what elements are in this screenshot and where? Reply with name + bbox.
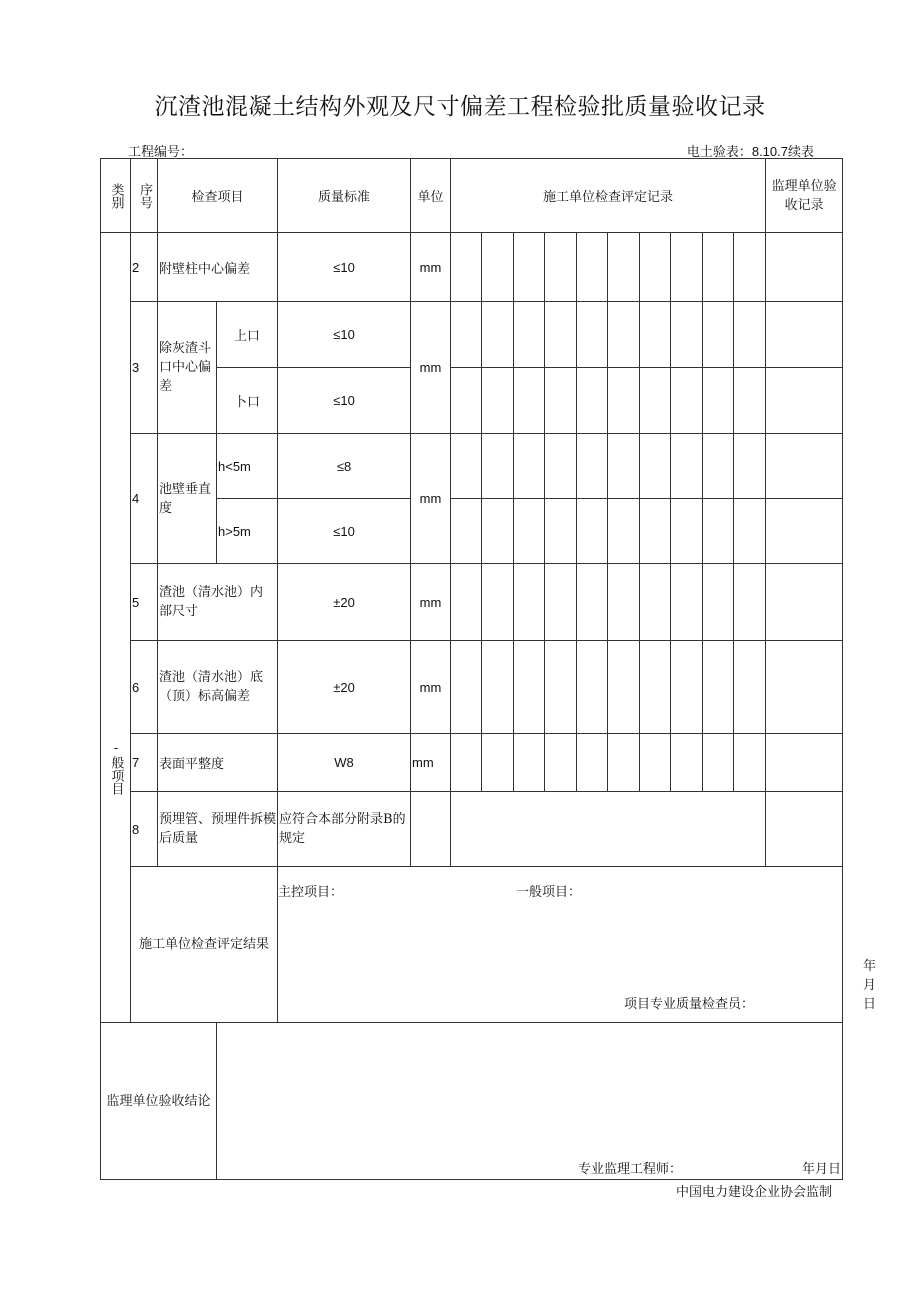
record-cell[interactable] — [734, 734, 766, 792]
record-cell[interactable] — [734, 233, 766, 302]
row-unit: mm — [411, 564, 451, 641]
header-item: 检查项目 — [158, 159, 278, 233]
record-cell[interactable] — [577, 641, 608, 734]
record-cell[interactable] — [608, 434, 640, 499]
supervising-engineer-label: 专业监理工程师： — [578, 1162, 683, 1177]
record-cell[interactable] — [671, 734, 703, 792]
record-cell[interactable] — [514, 734, 545, 792]
quality-inspector-label: 项目专业质量检查员： — [624, 997, 755, 1012]
header-supervision-record: 监理单位验收记录 — [766, 159, 843, 233]
record-cell[interactable] — [482, 734, 514, 792]
record-cell[interactable] — [608, 641, 640, 734]
record-cell[interactable] — [514, 302, 545, 368]
row-sub-item: 卜口 — [217, 368, 278, 434]
row-standard: ±20 — [278, 641, 411, 734]
main-items-label: 主控项目： — [278, 885, 344, 900]
table-row — [101, 641, 843, 734]
record-cell[interactable] — [608, 302, 640, 368]
record-cell[interactable] — [703, 641, 734, 734]
record-cell[interactable] — [703, 499, 734, 564]
form-number: 电土验表：8.10.7续表 — [686, 144, 814, 159]
record-cell[interactable] — [451, 434, 482, 499]
header-category: 类别 — [108, 182, 124, 209]
record-cell[interactable] — [514, 499, 545, 564]
supervision-result-row — [101, 1023, 843, 1180]
header-row — [101, 159, 843, 233]
header-unit: 单位 — [411, 159, 451, 233]
record-cell[interactable] — [482, 434, 514, 499]
record-cell[interactable] — [640, 641, 671, 734]
record-cell[interactable] — [608, 368, 640, 434]
category-label: -般项目 — [108, 740, 124, 795]
record-cell[interactable] — [514, 434, 545, 499]
record-cell[interactable] — [451, 233, 482, 302]
row-seq: 7 — [131, 734, 158, 792]
record-cell[interactable] — [608, 233, 640, 302]
row-seq: 6 — [131, 641, 158, 734]
record-cell[interactable] — [577, 434, 608, 499]
record-cell[interactable] — [482, 233, 514, 302]
engineer-date: 年月日 — [802, 1162, 842, 1177]
record-cell[interactable] — [671, 564, 703, 641]
row-standard: 应符合本部分附录B的规定 — [278, 792, 411, 867]
page-title: 沉渣池混凝土结构外观及尺寸偏差工程检验批质量验收记录 — [154, 94, 766, 120]
row-sub-item: 上口 — [217, 302, 278, 368]
record-cell[interactable] — [640, 302, 671, 368]
record-cell[interactable] — [671, 434, 703, 499]
record-cell[interactable] — [451, 499, 482, 564]
row-seq: 3 — [131, 302, 158, 434]
record-cell[interactable] — [734, 641, 766, 734]
record-cell[interactable] — [640, 368, 671, 434]
record-cell[interactable] — [514, 233, 545, 302]
record-cell[interactable] — [734, 434, 766, 499]
table-row — [101, 734, 843, 792]
record-cell[interactable] — [545, 233, 577, 302]
table-row — [101, 564, 843, 641]
record-cell[interactable] — [451, 641, 482, 734]
inspection-table — [100, 158, 877, 1180]
record-cell[interactable] — [640, 734, 671, 792]
row-item: 预埋管、预埋件拆模后质量 — [158, 792, 278, 867]
row-seq: 8 — [131, 792, 158, 867]
record-cell[interactable] — [451, 368, 482, 434]
record-cell[interactable] — [577, 499, 608, 564]
supervision-cell[interactable] — [766, 792, 843, 867]
record-cell[interactable] — [482, 564, 514, 641]
record-cell[interactable] — [671, 499, 703, 564]
record-cell[interactable] — [734, 499, 766, 564]
row-standard: ≤10 — [278, 499, 411, 564]
record-cell[interactable] — [514, 641, 545, 734]
general-items-label: 一般项目： — [516, 885, 582, 900]
record-cell[interactable] — [545, 302, 577, 368]
row-item: 渣池（清水池）内部尺寸 — [158, 564, 278, 641]
table-row — [101, 233, 843, 302]
inspector-date: 年月日 — [863, 959, 877, 1012]
supervision-result-label: 监理单位验收结论 — [101, 1023, 217, 1180]
row-standard: ≤10 — [278, 302, 411, 368]
record-cell[interactable] — [451, 302, 482, 368]
row-seq: 2 — [131, 233, 158, 302]
row-sub-item: h<5m — [217, 434, 278, 499]
header-seq: 序号 — [137, 182, 152, 209]
record-cell[interactable] — [451, 734, 482, 792]
record-cell[interactable] — [577, 302, 608, 368]
record-cell[interactable] — [734, 564, 766, 641]
record-cell[interactable] — [640, 499, 671, 564]
table-row — [101, 792, 843, 867]
record-cell[interactable] — [703, 368, 734, 434]
record-cell[interactable] — [577, 734, 608, 792]
row-standard: W8 — [278, 734, 411, 792]
record-cell[interactable] — [703, 434, 734, 499]
row-seq: 4 — [131, 434, 158, 564]
record-cell[interactable] — [608, 499, 640, 564]
table-row — [101, 434, 843, 499]
header-construction-record: 施工单位检查评定记录 — [451, 159, 766, 233]
row-item: 表面平整度 — [158, 734, 278, 792]
row-seq: 5 — [131, 564, 158, 641]
supervision-cell[interactable] — [766, 434, 843, 499]
supervision-cell[interactable] — [766, 368, 843, 434]
record-cell[interactable] — [671, 368, 703, 434]
record-cell[interactable] — [671, 302, 703, 368]
record-cell[interactable] — [482, 302, 514, 368]
record-cell[interactable] — [703, 564, 734, 641]
record-cell[interactable] — [608, 564, 640, 641]
record-cell[interactable] — [545, 734, 577, 792]
construction-result-label: 施工单位检查评定结果 — [131, 867, 278, 1023]
row-unit: mm — [411, 641, 451, 734]
row-standard: ≤10 — [278, 233, 411, 302]
record-cell[interactable] — [482, 641, 514, 734]
record-cell[interactable] — [703, 734, 734, 792]
supervision-cell[interactable] — [766, 564, 843, 641]
record-cell[interactable] — [703, 302, 734, 368]
row-unit: mm — [411, 302, 451, 434]
record-cell[interactable] — [545, 368, 577, 434]
construction-result-row — [101, 867, 843, 1023]
record-cell[interactable] — [671, 233, 703, 302]
construction-result-area[interactable] — [278, 867, 877, 1023]
row-item: 附壁柱中心偏差 — [158, 233, 278, 302]
record-cell[interactable] — [451, 792, 766, 867]
record-cell[interactable] — [577, 233, 608, 302]
record-cell[interactable] — [514, 368, 545, 434]
record-cell[interactable] — [451, 564, 482, 641]
row-standard: ≤10 — [278, 368, 411, 434]
record-cell[interactable] — [545, 499, 577, 564]
supervision-cell[interactable] — [766, 499, 843, 564]
row-sub-item: h>5m — [217, 499, 278, 564]
record-cell[interactable] — [545, 564, 577, 641]
row-item: 池壁垂直度 — [158, 434, 217, 564]
record-cell[interactable] — [545, 641, 577, 734]
record-cell[interactable] — [577, 368, 608, 434]
record-cell[interactable] — [482, 499, 514, 564]
record-cell[interactable] — [514, 564, 545, 641]
row-unit: mm — [411, 434, 451, 564]
supervision-result-area[interactable] — [217, 1023, 843, 1180]
record-cell[interactable] — [734, 302, 766, 368]
record-cell[interactable] — [640, 434, 671, 499]
row-unit: mm — [411, 233, 451, 302]
record-cell[interactable] — [577, 564, 608, 641]
record-cell[interactable] — [640, 564, 671, 641]
row-unit — [411, 792, 451, 867]
project-number-label: 工程编号： — [128, 145, 194, 160]
record-cell[interactable] — [545, 434, 577, 499]
supervision-cell[interactable] — [766, 734, 843, 792]
row-standard: ≤8 — [278, 434, 411, 499]
supervision-cell[interactable] — [766, 233, 843, 302]
row-standard: ±20 — [278, 564, 411, 641]
record-cell[interactable] — [671, 641, 703, 734]
row-unit: mm — [411, 734, 451, 792]
record-cell[interactable] — [608, 734, 640, 792]
record-cell[interactable] — [482, 368, 514, 434]
table-row — [101, 302, 843, 368]
row-item: 除灰渣斗口中心偏差 — [158, 302, 217, 434]
supervision-cell[interactable] — [766, 641, 843, 734]
header-standard: 质量标准 — [278, 159, 411, 233]
record-cell[interactable] — [703, 233, 734, 302]
record-cell[interactable] — [640, 233, 671, 302]
row-item: 渣池（清水池）底（顶）标高偏差 — [158, 641, 278, 734]
footer-supervisor: 中国电力建设企业协会监制 — [675, 1185, 832, 1200]
record-cell[interactable] — [734, 368, 766, 434]
supervision-cell[interactable] — [766, 302, 843, 368]
